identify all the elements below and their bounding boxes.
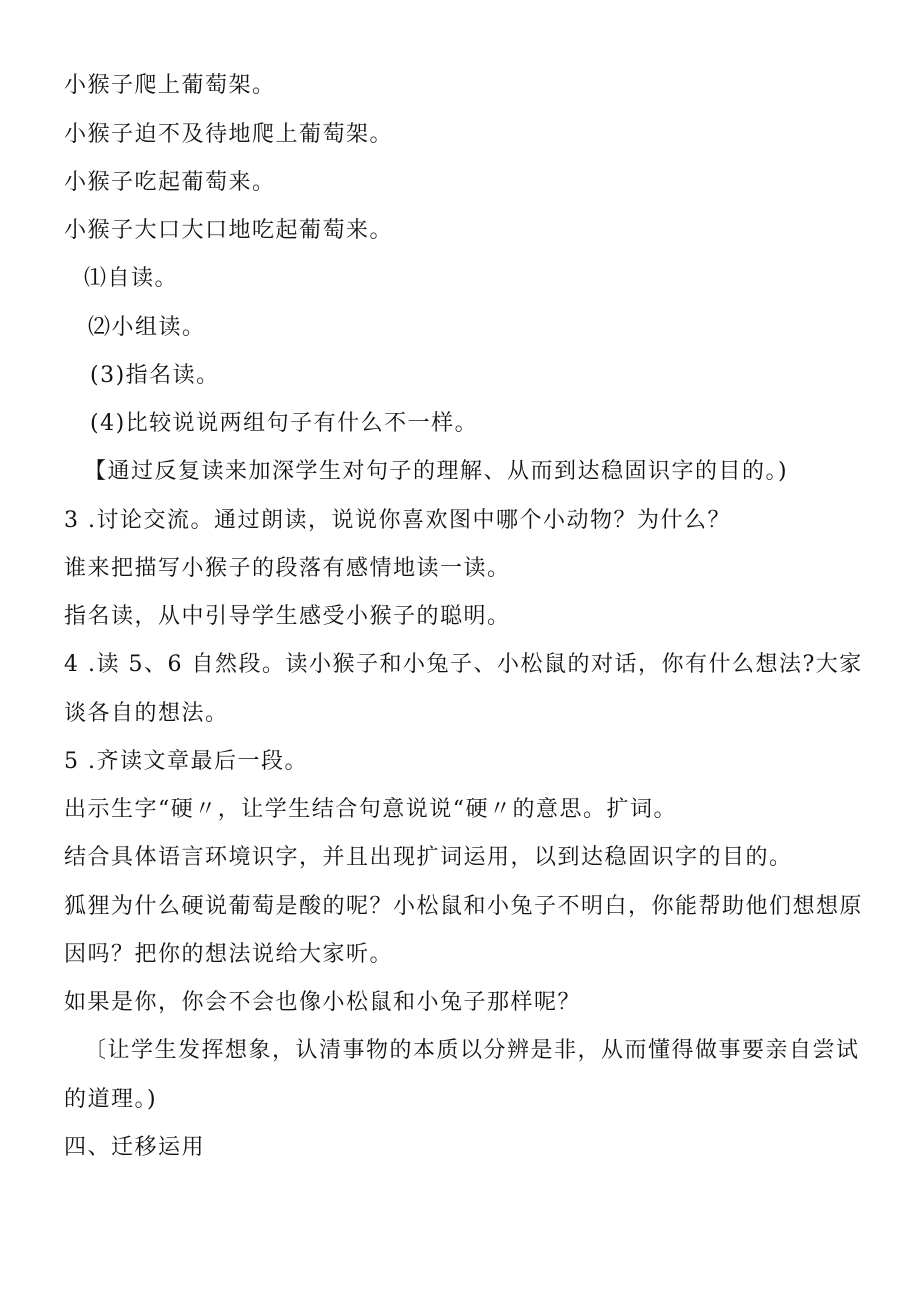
text-line: 小猴子迫不及待地爬上葡萄架。	[64, 122, 394, 147]
section-item: 5 .齐读文章最后一段。	[64, 749, 308, 774]
text-line: 出示生字“硬〃，让学生结合句意说说“硬〃的意思。扩词。	[64, 797, 677, 822]
text-line: 小猴子大口大口地吃起葡萄来。	[64, 218, 394, 243]
section-heading: 四、迁移运用	[64, 1135, 206, 1160]
list-item: ⑴自读。	[84, 266, 179, 291]
text-line: 小猴子吃起葡萄来。	[64, 170, 276, 195]
text-line: 的道理。)	[64, 1087, 158, 1112]
annotation-note: 【通过反复读来加深学生对句子的理解、从而到达稳固识字的目的。)	[84, 459, 789, 484]
text-line: 指名读，从中引导学生感受小猴子的聪明。	[64, 604, 511, 629]
text-line: 狐狸为什么硬说葡萄是酸的呢？小松鼠和小兔子不明白，你能帮助他们想想原	[64, 894, 864, 919]
text-line: 因吗？把你的想法说给大家听。	[64, 942, 394, 967]
list-item: (4)比较说说两组句子有什么不一样。	[90, 411, 479, 436]
text-line: 结合具体语言环境识字，并且出现扩词运用，以到达稳固识字的目的。	[64, 845, 793, 870]
list-item: ⑵小组读。	[88, 315, 206, 340]
list-item: (3)指名读。	[90, 363, 220, 388]
text-line: 如果是你，你会不会也像小松鼠和小兔子那样呢？	[64, 990, 582, 1015]
section-item: 4 .读 5、6 自然段。读小猴子和小兔子、小松鼠的对话，你有什么想法?大家	[64, 652, 863, 677]
text-line: 谁来把描写小猴子的段落有感情地读一读。	[64, 556, 511, 581]
section-item: 3 .讨论交流。通过朗读，说说你喜欢图中哪个小动物？为什么？	[64, 508, 731, 533]
annotation-note: 〔让学生发挥想象，认清事物的本质以分辨是非，从而懂得做事要亲自尝试	[84, 1038, 860, 1063]
text-line: 谈各自的想法。	[64, 701, 229, 726]
text-line: 小猴子爬上葡萄架。	[64, 73, 276, 98]
